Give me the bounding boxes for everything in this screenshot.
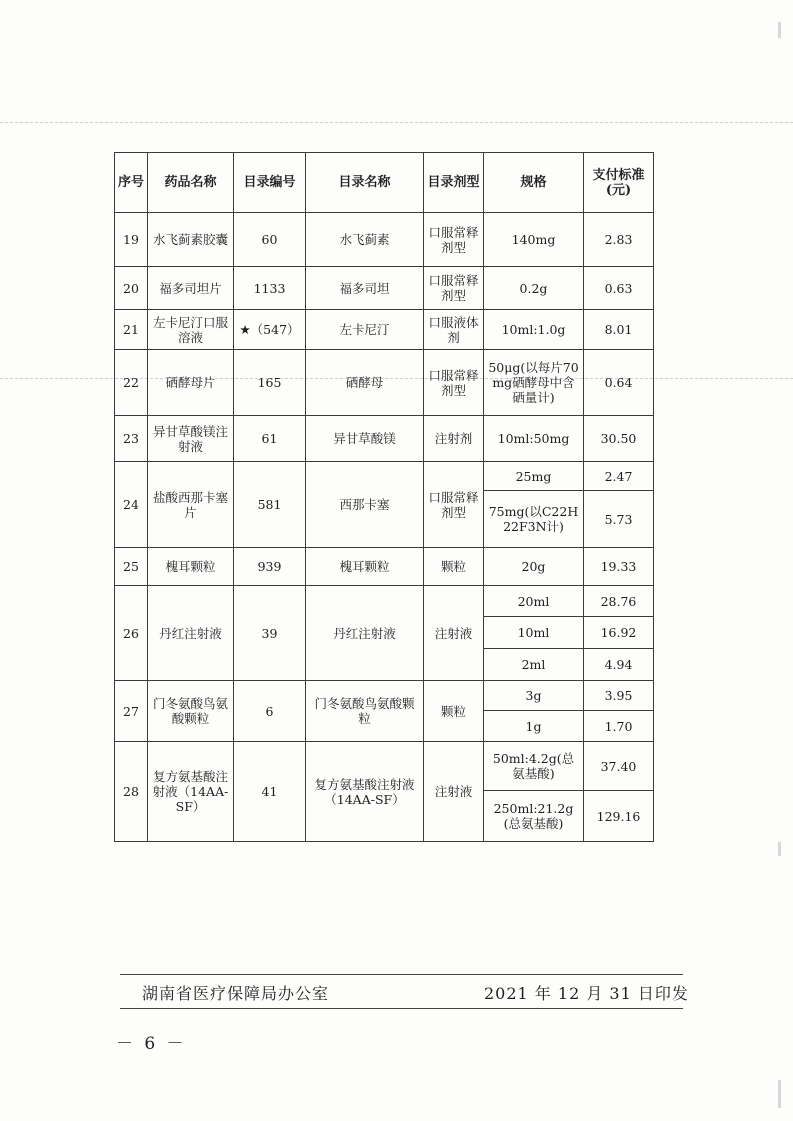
footer-print-date: 2021 年 12 月 31 日印发 [484, 984, 689, 1003]
cell-spec: 140mg [484, 213, 584, 267]
col-header-spec: 规格 [484, 153, 584, 213]
cell-catalog-code: 1133 [234, 267, 306, 310]
cell-no: 24 [115, 462, 148, 548]
cell-catalog-name: 左卡尼汀 [306, 310, 424, 350]
cell-no: 20 [115, 267, 148, 310]
cell-price: 19.33 [584, 548, 654, 586]
cell-catalog-name: 水飞蓟素 [306, 213, 424, 267]
table-row [115, 416, 654, 462]
cell-no: 26 [115, 586, 148, 681]
cell-drug-name: 左卡尼汀口服溶液 [148, 310, 234, 350]
cell-spec: 3g [484, 681, 584, 711]
table-row [115, 742, 654, 791]
cell-drug-name: 硒酵母片 [148, 350, 234, 416]
cell-dosage-form: 注射液 [424, 742, 484, 842]
cell-dosage-form: 注射液 [424, 586, 484, 681]
cell-catalog-name: 西那卡塞 [306, 462, 424, 548]
footer-bottom-rule [120, 1008, 683, 1009]
cell-price: 2.83 [584, 213, 654, 267]
cell-no: 27 [115, 681, 148, 742]
cell-drug-name: 水飞蓟素胶囊 [148, 213, 234, 267]
scan-edge-mark [778, 1080, 781, 1108]
cell-no: 25 [115, 548, 148, 586]
cell-price: 16.92 [584, 617, 654, 649]
cell-catalog-name: 丹红注射液 [306, 586, 424, 681]
cell-price: 28.76 [584, 586, 654, 617]
cell-spec: 250ml:21.2g(总氨基酸) [484, 791, 584, 842]
cell-price: 5.73 [584, 491, 654, 548]
table-row [115, 350, 654, 416]
drug-payment-table [114, 152, 654, 842]
cell-spec: 10ml:50mg [484, 416, 584, 462]
cell-dosage-form: 口服常释剂型 [424, 462, 484, 548]
scan-edge-mark [778, 842, 781, 856]
cell-spec: 75mg(以C22H22F3N计) [484, 491, 584, 548]
cell-no: 22 [115, 350, 148, 416]
cell-spec: 20g [484, 548, 584, 586]
cell-catalog-code: 60 [234, 213, 306, 267]
cell-price: 37.40 [584, 742, 654, 791]
cell-drug-name: 复方氨基酸注射液（14AA-SF） [148, 742, 234, 842]
scan-edge-mark [778, 22, 781, 38]
cell-catalog-name: 异甘草酸镁 [306, 416, 424, 462]
table-row [115, 681, 654, 711]
scan-artifact-line [0, 122, 793, 123]
table-header-row [115, 153, 654, 213]
col-header-price: 支付标准(元) [584, 153, 654, 213]
footer-issuing-office: 湖南省医疗保障局办公室 [142, 984, 330, 1003]
cell-spec: 2ml [484, 649, 584, 681]
cell-price: 129.16 [584, 791, 654, 842]
table-row [115, 310, 654, 350]
cell-spec: 50μg(以每片70mg硒酵母中含硒量计) [484, 350, 584, 416]
cell-catalog-name: 福多司坦 [306, 267, 424, 310]
cell-catalog-code: 165 [234, 350, 306, 416]
cell-dosage-form: 颗粒 [424, 681, 484, 742]
cell-price: 2.47 [584, 462, 654, 491]
cell-catalog-name: 门冬氨酸鸟氨酸颗粒 [306, 681, 424, 742]
cell-dosage-form: 口服常释剂型 [424, 350, 484, 416]
cell-price: 4.94 [584, 649, 654, 681]
cell-price: 1.70 [584, 711, 654, 742]
cell-catalog-code: ★（547） [234, 310, 306, 350]
cell-catalog-name: 硒酵母 [306, 350, 424, 416]
cell-drug-name: 门冬氨酸鸟氨酸颗粒 [148, 681, 234, 742]
cell-catalog-code: 939 [234, 548, 306, 586]
col-header-dosage-form: 目录剂型 [424, 153, 484, 213]
col-header-drug-name: 药品名称 [148, 153, 234, 213]
cell-price: 30.50 [584, 416, 654, 462]
cell-catalog-code: 39 [234, 586, 306, 681]
cell-spec: 20ml [484, 586, 584, 617]
cell-catalog-name: 复方氨基酸注射液（14AA-SF） [306, 742, 424, 842]
footer-top-rule [120, 974, 683, 975]
cell-price: 0.63 [584, 267, 654, 310]
cell-dosage-form: 口服常释剂型 [424, 267, 484, 310]
cell-drug-name: 福多司坦片 [148, 267, 234, 310]
cell-spec: 10ml [484, 617, 584, 649]
cell-spec: 50ml:4.2g(总氨基酸) [484, 742, 584, 791]
table-row [115, 213, 654, 267]
cell-price: 3.95 [584, 681, 654, 711]
cell-catalog-name: 槐耳颗粒 [306, 548, 424, 586]
cell-no: 19 [115, 213, 148, 267]
cell-drug-name: 异甘草酸镁注射液 [148, 416, 234, 462]
cell-dosage-form: 颗粒 [424, 548, 484, 586]
cell-catalog-code: 581 [234, 462, 306, 548]
cell-price: 0.64 [584, 350, 654, 416]
cell-spec: 25mg [484, 462, 584, 491]
cell-spec: 0.2g [484, 267, 584, 310]
page-number: － 6 － [116, 1034, 187, 1054]
cell-no: 28 [115, 742, 148, 842]
cell-catalog-code: 6 [234, 681, 306, 742]
table-row [115, 586, 654, 617]
cell-catalog-code: 41 [234, 742, 306, 842]
cell-drug-name: 盐酸西那卡塞片 [148, 462, 234, 548]
cell-spec: 1g [484, 711, 584, 742]
col-header-no: 序号 [115, 153, 148, 213]
cell-price: 8.01 [584, 310, 654, 350]
cell-spec: 10ml:1.0g [484, 310, 584, 350]
col-header-catalog-name: 目录名称 [306, 153, 424, 213]
table-row [115, 462, 654, 491]
cell-drug-name: 槐耳颗粒 [148, 548, 234, 586]
table-row [115, 548, 654, 586]
table-row [115, 267, 654, 310]
cell-dosage-form: 口服常释剂型 [424, 213, 484, 267]
cell-dosage-form: 注射剂 [424, 416, 484, 462]
cell-no: 21 [115, 310, 148, 350]
cell-drug-name: 丹红注射液 [148, 586, 234, 681]
cell-no: 23 [115, 416, 148, 462]
col-header-catalog-code: 目录编号 [234, 153, 306, 213]
cell-catalog-code: 61 [234, 416, 306, 462]
cell-dosage-form: 口服液体剂 [424, 310, 484, 350]
